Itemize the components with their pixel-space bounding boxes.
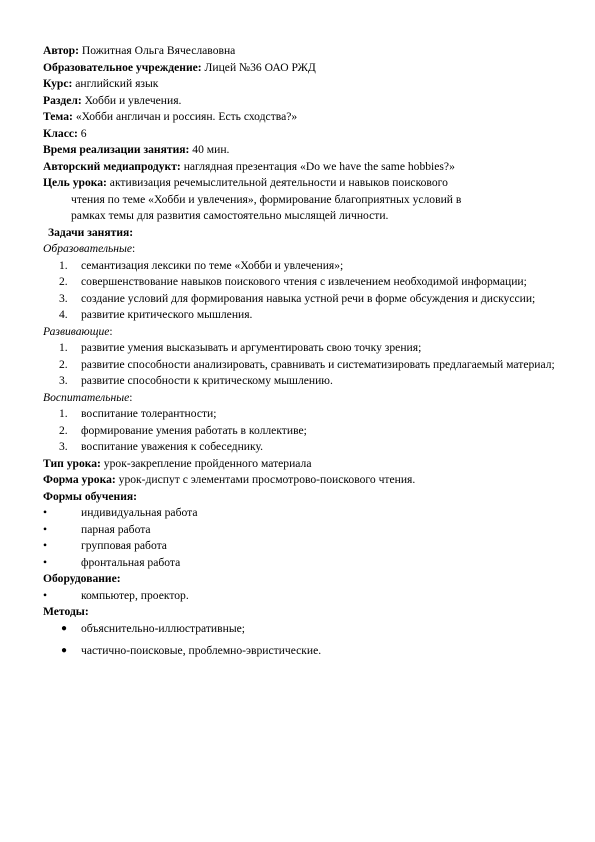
bullet-icon: • <box>43 522 48 536</box>
methods-heading: Методы: <box>43 605 89 618</box>
field-value: 40 мин. <box>189 143 230 156</box>
field-value: Пожитная Ольга Вячеславовна <box>79 44 236 57</box>
list-item: 1. воспитание толерантности; <box>59 407 217 420</box>
author-line <box>43 43 555 60</box>
forms-heading: Формы обучения: <box>43 489 138 503</box>
upbringing-list <box>43 406 555 456</box>
topic-line <box>43 109 555 126</box>
list-item: 3. воспитание уважения к собеседнику. <box>59 440 263 453</box>
lesson-goal <box>43 175 555 225</box>
field-label: Образовательное учреждение: <box>43 60 202 74</box>
list-item: 3. развитие способности к критическому мышлению. <box>59 374 333 387</box>
media-product-line <box>43 159 555 176</box>
list-item: 1. семантизация лексики по теме «Хобби и увлечения»; <box>59 258 344 272</box>
lesson-plan-document <box>43 43 555 660</box>
field-label: Класс: <box>43 126 78 140</box>
equipment-list <box>43 588 555 605</box>
developing-list <box>43 340 555 390</box>
field-label: Автор: <box>43 44 79 57</box>
list-item: 2. формирование умения работать в коллективе; <box>59 423 307 437</box>
educational-heading: Образовательные: <box>43 242 136 255</box>
field-label: Курс: <box>43 77 73 90</box>
list-item: • индивидуальная работа <box>43 505 555 522</box>
list-item: • групповая работа <box>43 538 555 555</box>
field-value: 6 <box>77 126 87 140</box>
list-item: • фронтальная работа <box>43 555 555 572</box>
goal-label: Цель урока: <box>43 176 107 189</box>
bullet-icon: • <box>43 506 48 519</box>
tasks-heading: Задачи занятия: <box>48 225 134 239</box>
bullet-icon: ● <box>61 645 68 656</box>
upbringing-heading: Воспитательные: <box>43 390 133 404</box>
bullet-icon: • <box>43 539 48 552</box>
list-item: 4. развитие критического мышления. <box>59 308 253 321</box>
list-item: 2. совершенствование навыков поискового чтения с извлечением необходимой информации; <box>59 275 527 288</box>
goal-text-3: рамках темы для развития самостоятельно мыслящей личности. <box>71 209 389 222</box>
developing-heading: Развивающие: <box>43 324 113 338</box>
forms-list <box>43 505 555 571</box>
institution-line <box>43 60 555 77</box>
list-item: • парная работа <box>43 522 555 539</box>
lesson-type-line: Тип урока: урок-закрепление пройденного материала <box>43 456 312 470</box>
field-value: «Хобби англичан и россиян. Есть сходства?» <box>72 110 298 123</box>
course-line <box>43 76 555 93</box>
field-label: Тема: <box>43 110 73 123</box>
field-value: английский язык <box>72 77 159 90</box>
field-value: Лицей №36 ОАО РЖД <box>201 60 316 74</box>
bullet-icon: • <box>43 555 48 569</box>
list-item: ● объяснительно-иллюстративные; <box>43 621 555 638</box>
bullet-icon: • <box>43 588 48 602</box>
list-item: 2. развитие способности анализировать, сравнивать и систематизировать предлагаемый материал; <box>59 357 555 371</box>
list-item: 1. развитие умения высказывать и аргументировать свою точку зрения; <box>59 341 422 354</box>
lesson-form-line: Форма урока: урок-диспут с элементами просмотрово-поискового чтения. <box>43 473 416 486</box>
goal-text-1: активизация речемыслительной деятельности и навыков поискового <box>106 176 448 189</box>
grade-line <box>43 126 555 143</box>
bullet-icon: ● <box>61 622 68 634</box>
list-item: • компьютер, проектор. <box>43 588 555 605</box>
equipment-heading: Оборудование: <box>43 572 121 585</box>
field-label: Авторский медиапродукт: <box>43 159 181 173</box>
educational-list <box>43 258 555 324</box>
list-item: 3. создание условий для формирования навыка устной речи в форме обсуждения и дискуссии; <box>59 291 536 305</box>
goal-text-2: чтения по теме «Хобби и увлечения», формирование благоприятных условий в <box>71 192 462 206</box>
methods-list <box>43 621 555 660</box>
field-value: Хобби и увлечения. <box>81 93 182 107</box>
field-value: наглядная презентация «Do we have the same hobbies?» <box>180 159 455 173</box>
field-label: Время реализации занятия: <box>43 143 190 156</box>
list-item: ● частично-поисковые, проблемно-эвристические. <box>43 643 555 660</box>
duration-line <box>43 142 555 159</box>
section-line <box>43 93 555 110</box>
field-label: Раздел: <box>43 93 82 107</box>
